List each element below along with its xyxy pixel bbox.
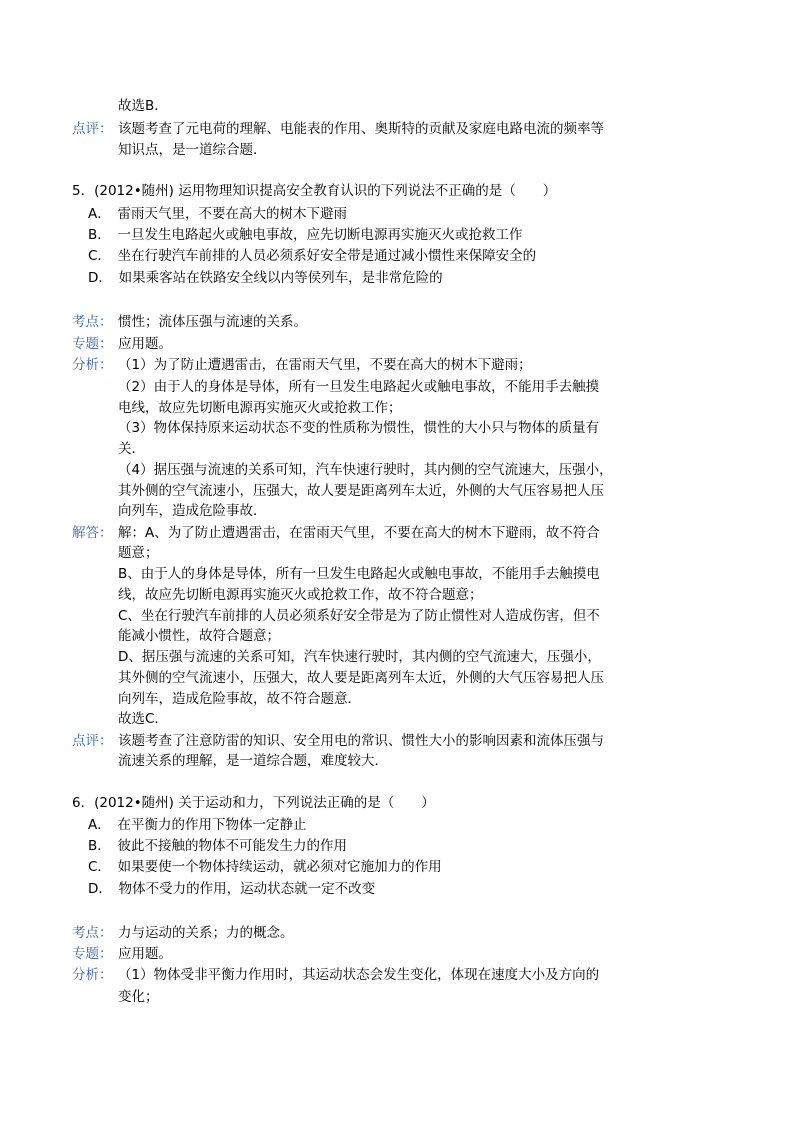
q6-fenxi-label: 分析： [72,967,113,983]
q5-jieda-line-4: 线，故应先切断电源再实施灭火或抢救工作，故不符合题意； [118,587,483,603]
q5-option-b: B． 一旦发生电路起火或触电事故，应先切断电源再实施灭火或抢救工作 [88,227,523,243]
q5-jieda-line-1: 解：A、为了防止遭遇雷击，在雷雨天气里，不要在高大的树木下避雨，故不符合 [118,525,600,541]
q5-jieda-line-5: C、坐在行驶汽车前排的人员必须系好安全带是为了防止惯性对人造成伤害，但不 [118,608,600,624]
q5-jieda-line-9: 向列车，造成危险事故，故不符合题意． [118,691,361,707]
q6-option-b: B． 彼此不接触的物体不可能发生力的作用 [88,838,348,854]
q5-dianping-line-1: 该题考查了注意防雷的知识、安全用电的常识、惯性大小的影响因素和流体压强与 [118,733,604,749]
q5-kaodian-label: 考点： [72,314,113,330]
q5-option-d: D． 如果乘客站在铁路安全线以内等侯列车，是非常危险的 [88,270,443,286]
q5-dianping-line-2: 流速关系的理解，是一道综合题，难度较大． [118,753,388,769]
q5-jieda-line-10: 故选C． [118,711,168,727]
q5-jieda-line-2: 题意； [118,545,159,561]
q5-jieda-label: 解答： [72,525,113,541]
q6-stem: 6．(2012•随州) 关于运动和力，下列说法正确的是（ ） [72,795,435,811]
q5-fenxi-line-6: （4）据压强与流速的关系可知，汽车快速行驶时，其内侧的空气流速大，压强小， [118,462,613,478]
q5-fenxi-line-4: （3）物体保持原来运动状态不变的性质称为惯性，惯性的大小只与物体的质量有 [118,420,600,436]
prev-conclusion: 故选B． [118,98,168,114]
q5-fenxi-line-3: 电线，故应先切断电源再实施灭火或抢救工作； [118,400,402,416]
q5-fenxi-line-7: 其外侧的空气流速小，压强大，故人要是距离列车太近，外侧的大气压容易把人压 [118,483,604,499]
q6-kaodian-label: 考点： [72,925,113,941]
q5-fenxi-line-1: （1）为了防止遭遇雷击，在雷雨天气里，不要在高大的树木下避雨； [118,357,532,373]
q5-fenxi-line-8: 向列车，造成危险事故． [118,503,267,519]
q5-fenxi-label: 分析： [72,357,113,373]
q5-jieda-line-6: 能减小惯性，故符合题意； [118,628,280,644]
q6-option-d: D． 物体不受力的作用，运动状态就一定不改变 [88,881,376,897]
q5-jieda-line-8: 其外侧的空气流速小，压强大，故人要是距离列车太近，外侧的大气压容易把人压 [118,670,604,686]
q5-option-c: C． 坐在行驶汽车前排的人员必须系好安全带是通过减小惯性来保障安全的 [88,248,537,264]
q6-option-a: A． 在平衡力的作用下物体一定静止 [88,817,307,833]
q5-jieda-line-3: B、由于人的身体是导体，所有一旦发生电路起火或触电事故，不能用手去触摸电 [118,566,600,582]
q5-dianping-label: 点评： [72,733,113,749]
q6-option-c: C． 如果要使一个物体持续运动，就必须对它施加力的作用 [88,859,442,875]
q5-zhuanti-label: 专题： [72,336,113,352]
q5-fenxi-line-5: 关． [118,441,145,457]
q5-option-a: A． 雷雨天气里，不要在高大的树木下避雨 [88,206,347,222]
prev-review-label: 点评： [72,121,113,137]
q5-jieda-line-7: D、据压强与流速的关系可知，汽车快速行驶时，其内侧的空气流速大，压强小， [118,649,601,665]
q5-fenxi-line-2: （2）由于人的身体是导体，所有一旦发生电路起火或触电事故，不能用手去触摸 [118,379,600,395]
q5-stem: 5．(2012•随州) 运用物理知识提高安全教育认识的下列说法不正确的是（ ） [72,183,557,199]
q5-kaodian: 惯性；流体压强与流速的关系。 [118,314,307,330]
q6-fenxi-line-1: （1）物体受非平衡力作用时，其运动状态会发生变化，体现在速度大小及方向的 [118,967,600,983]
q6-zhuanti-label: 专题： [72,946,113,962]
q6-zhuanti: 应用题。 [118,946,172,962]
prev-review-line-2: 知识点，是一道综合题． [118,142,267,158]
q6-fenxi-line-2: 变化； [118,989,159,1005]
q5-zhuanti: 应用题。 [118,336,172,352]
q6-kaodian: 力与运动的关系；力的概念。 [118,925,294,941]
prev-review-line-1: 该题考查了元电荷的理解、电能表的作用、奥斯特的贡献及家庭电路电流的频率等 [118,121,604,137]
